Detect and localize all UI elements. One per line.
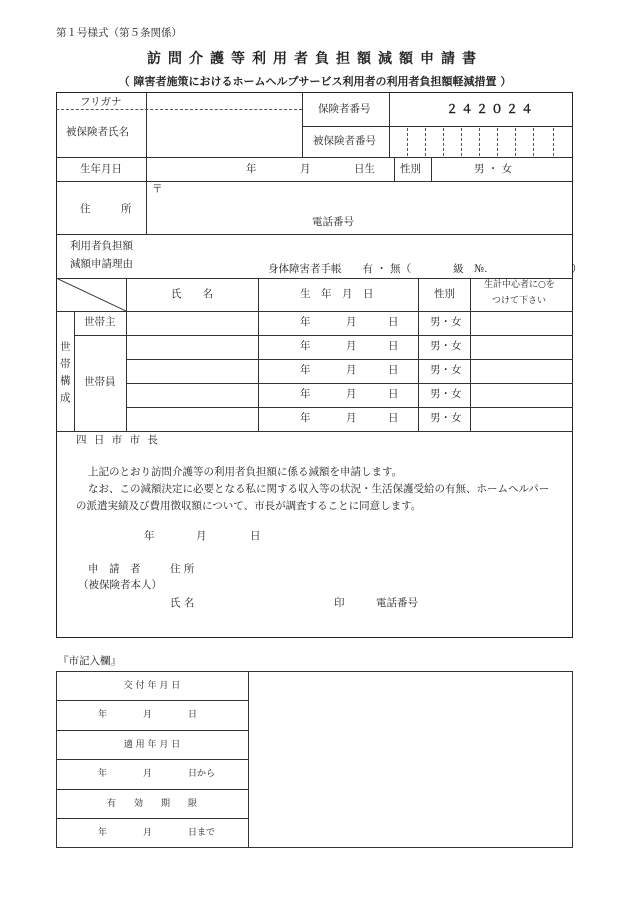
member2-name-field[interactable] bbox=[127, 360, 257, 382]
row1-day: 日 bbox=[388, 316, 399, 328]
row3-sex[interactable]: 男・女 bbox=[430, 364, 462, 376]
row2-month: 月 bbox=[346, 340, 357, 352]
reason-label-line2: 減額申請理由 bbox=[70, 258, 133, 270]
furigana-field[interactable] bbox=[147, 93, 301, 108]
valid-until-value: 年 月 日まで bbox=[98, 828, 216, 838]
reason-label-line1: 利用者負担額 bbox=[70, 240, 133, 252]
row3-day: 日 bbox=[388, 364, 399, 376]
office-section-label: 『市記入欄』 bbox=[58, 655, 121, 667]
col-name-header: 氏 名 bbox=[171, 288, 213, 300]
apply-date-label: 適 用 年 月 日 bbox=[123, 740, 181, 750]
applicant-address-label: 住 所 bbox=[170, 563, 195, 575]
row4-year: 年 bbox=[300, 388, 311, 400]
row5-day: 日 bbox=[388, 412, 399, 424]
applicant-phone-label: 電話番号 bbox=[376, 597, 418, 609]
statement-line2: なお、この減額決定に必要となる私に関する収入等の状況・生活保護受給の有無、ホームヘルパー bbox=[88, 483, 550, 495]
member4-name-field[interactable] bbox=[127, 408, 257, 430]
page-title: 訪問介護等利用者負担額減額申請書 bbox=[147, 51, 483, 67]
row5-month: 月 bbox=[346, 412, 357, 424]
applicant-address-field[interactable] bbox=[214, 560, 554, 578]
row1-month: 月 bbox=[346, 316, 357, 328]
row5-year: 年 bbox=[300, 412, 311, 424]
row2-year: 年 bbox=[300, 340, 311, 352]
col-note-header-line2: つけて下さい bbox=[492, 296, 547, 306]
row1-year: 年 bbox=[300, 316, 311, 328]
address-field[interactable] bbox=[160, 184, 570, 216]
sex-options[interactable]: 男 ・ 女 bbox=[474, 163, 513, 175]
household-group-label: 世帯構成 bbox=[60, 341, 71, 404]
row4-month: 月 bbox=[346, 388, 357, 400]
phone-label: 電話番号 bbox=[312, 216, 354, 228]
insured-number-field[interactable] bbox=[390, 127, 572, 156]
applicant-name-field[interactable] bbox=[214, 594, 324, 612]
insurer-number-value: ２４２０２４ bbox=[446, 102, 537, 116]
head-name-field[interactable] bbox=[127, 312, 257, 334]
birth-year: 年 bbox=[246, 163, 257, 175]
address-label: 住 所 bbox=[80, 203, 142, 215]
apply-date-value: 年 月 日から bbox=[98, 769, 216, 779]
birth-month: 月 bbox=[300, 163, 311, 175]
issue-date-value: 年 月 日 bbox=[98, 710, 198, 720]
household-head-label: 世帯主 bbox=[84, 316, 116, 328]
office-notes-area[interactable] bbox=[250, 673, 571, 846]
member1-name-field[interactable] bbox=[127, 336, 257, 358]
sign-day: 日 bbox=[250, 530, 261, 542]
sign-month: 月 bbox=[196, 530, 207, 542]
postal-mark: 〒 bbox=[152, 183, 163, 195]
row3-year: 年 bbox=[300, 364, 311, 376]
row2-sex[interactable]: 男・女 bbox=[430, 340, 462, 352]
insured-number-label: 被保険者番号 bbox=[313, 135, 376, 147]
household-member-label: 世帯員 bbox=[84, 376, 116, 388]
row1-sex[interactable]: 男・女 bbox=[430, 316, 462, 328]
applicant-name-label: 氏 名 bbox=[170, 597, 195, 609]
name-field[interactable] bbox=[147, 110, 301, 156]
name-label: 被保険者氏名 bbox=[66, 126, 129, 138]
disability-handbook-text: 身体障害者手帳 有 ・ 無（ 級 №. ） bbox=[268, 263, 582, 275]
furigana-label: フリガナ bbox=[80, 96, 122, 108]
insurer-number-label: 保険者番号 bbox=[318, 103, 371, 115]
reason-field[interactable] bbox=[148, 236, 570, 258]
member3-name-field[interactable] bbox=[127, 384, 257, 406]
issue-date-label: 交 付 年 月 日 bbox=[123, 681, 181, 691]
page-subtitle: （ 障害者施策におけるホームヘルプサービス利用者の利用者負担額軽減措置 ） bbox=[118, 75, 512, 88]
addressee: 四 日 市 市 長 bbox=[76, 434, 160, 446]
seal-mark: 印 bbox=[334, 597, 345, 609]
diagonal-header-cell bbox=[56, 278, 126, 311]
sex-label: 性別 bbox=[400, 163, 421, 175]
applicant-self-note: （被保険者本人） bbox=[78, 579, 162, 591]
row3-month: 月 bbox=[346, 364, 357, 376]
birth-date-label: 生年月日 bbox=[80, 163, 122, 175]
row5-sex[interactable]: 男・女 bbox=[430, 412, 462, 424]
applicant-label: 申 請 者 bbox=[88, 563, 141, 575]
form-number: 第１号様式（第５条関係） bbox=[56, 27, 182, 39]
row4-sex[interactable]: 男・女 bbox=[430, 388, 462, 400]
row2-day: 日 bbox=[388, 340, 399, 352]
row4-day: 日 bbox=[388, 388, 399, 400]
birth-day: 日生 bbox=[354, 163, 375, 175]
statement-line3: の派遣実績及び費用徴収額について、市長が調査することに同意します。 bbox=[76, 500, 422, 512]
valid-until-label: 有 効 期 限 bbox=[106, 799, 197, 809]
col-birth-header: 生 年 月 日 bbox=[300, 288, 374, 300]
col-sex-header: 性別 bbox=[434, 288, 455, 300]
col-note-header-line1: 生計中心者に○を bbox=[484, 280, 555, 290]
sign-year: 年 bbox=[144, 530, 155, 542]
statement-line1: 上記のとおり訪問介護等の利用者負担額に係る減額を申請します。 bbox=[88, 466, 403, 478]
